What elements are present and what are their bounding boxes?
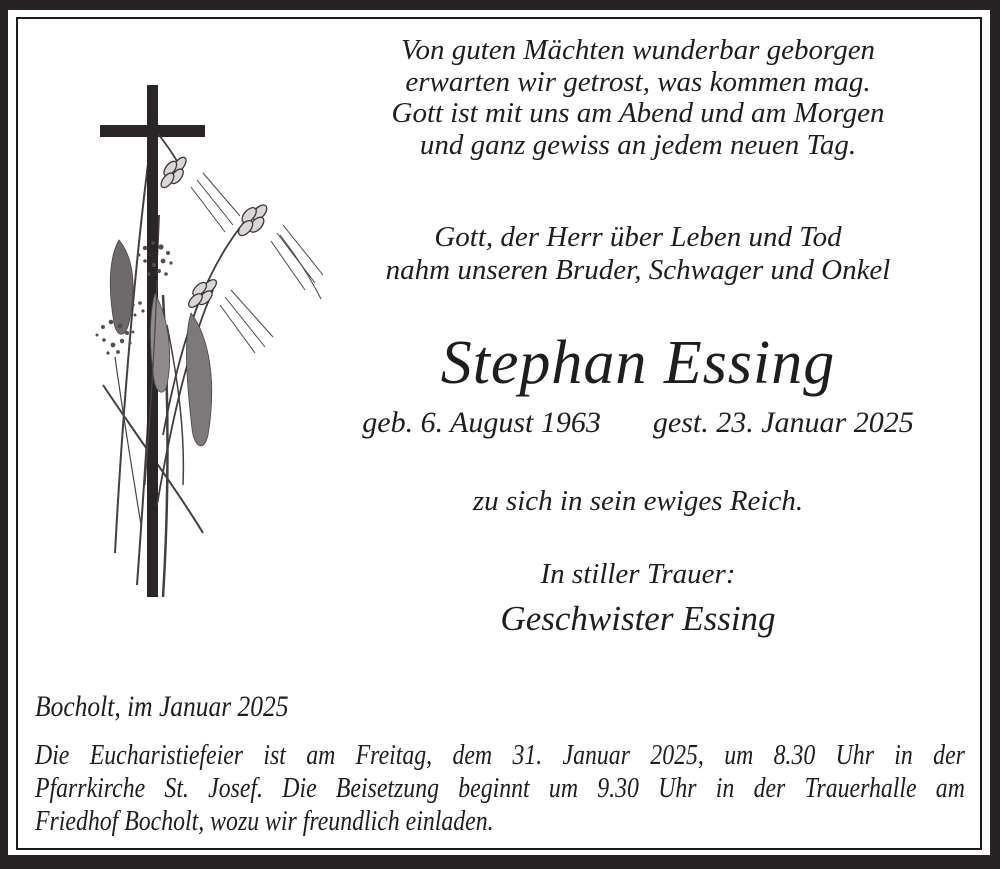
death-date: gest. 23. Januar 2025 [652, 406, 914, 439]
frame-gap [8, 10, 990, 855]
life-dates [298, 405, 978, 441]
verse-line: und ganz gewiss an jedem neuen Tag. [419, 128, 857, 161]
leaves [110, 240, 211, 446]
verse-line: Von guten Mächten wunderbar geborgen [400, 34, 876, 66]
funeral-notice [35, 739, 965, 838]
funeral-line: Pfarrkirche St. Josef. Die Beisetzung beginnt um 9.30 Uhr in der Trauerhalle am [35, 773, 965, 804]
family-name: Geschwister Essing [500, 599, 776, 638]
wheat-heads [155, 152, 274, 313]
main-text-column [298, 19, 978, 639]
deceased-name: Stephan Essing [440, 329, 836, 397]
mourning-block [298, 558, 978, 639]
committal-line: zu sich in sein ewiges Reich. [472, 485, 804, 517]
mourning-label: In stiller Trauer: [540, 558, 736, 590]
condensed-text-block [35, 689, 965, 838]
dateline: Bocholt, im Januar 2025 [35, 690, 289, 723]
notice-card [16, 17, 982, 850]
intro-line: nahm unseren Bruder, Schwager und Onkel [385, 254, 891, 286]
funeral-details [35, 689, 965, 838]
wheat-stalks [157, 135, 321, 505]
opening-verse [298, 35, 978, 161]
verse-line: Gott ist mit uns am Abend und am Morgen [391, 97, 885, 129]
funeral-line: Die Eucharistiefeier ist am Freitag, dem 31. Januar 2025, um 8.30 Uhr in der [35, 740, 965, 771]
intro-text [298, 221, 978, 287]
verse-line: erwarten wir getrost, was kommen mag. [405, 65, 871, 98]
intro-line: Gott, der Herr über Leben und Tod [434, 221, 842, 253]
birth-date: geb. 6. August 1963 [362, 406, 601, 439]
funeral-line: Friedhof Bocholt, wozu wir freundlich einladen. [35, 806, 494, 837]
